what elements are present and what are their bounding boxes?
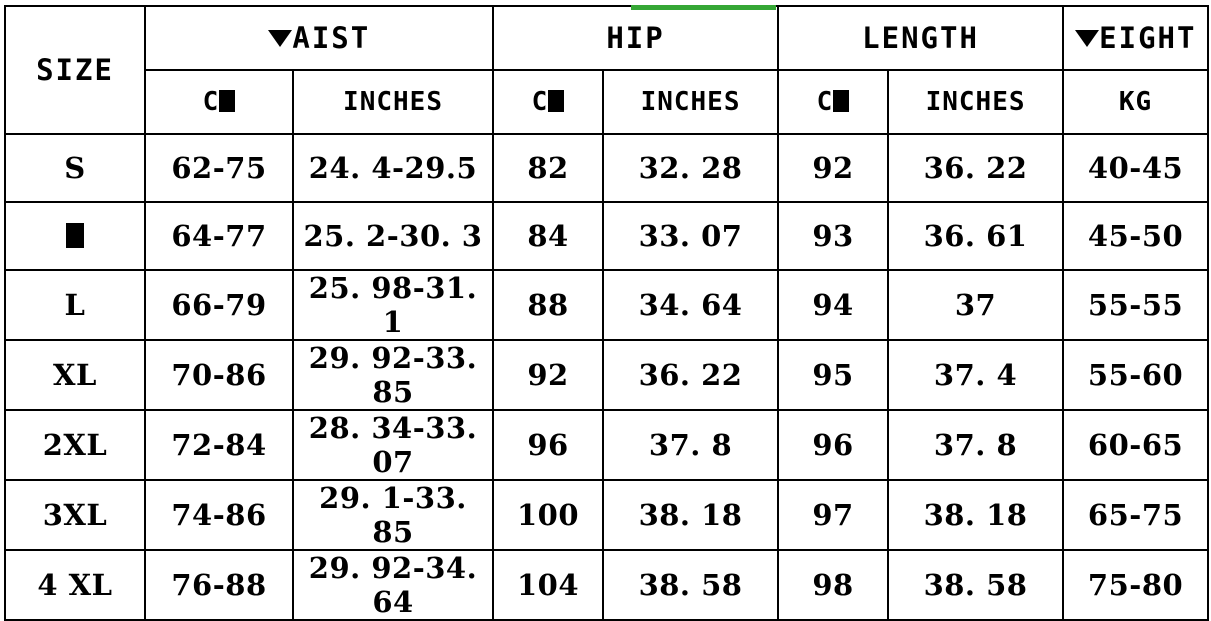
table-row [5,340,1208,410]
cell-waist-in: 25. 2-30. 3 [293,202,493,270]
triangle-glyph-icon [1075,30,1099,47]
header-hip: HIP [493,6,778,70]
header-size: SIZE [5,6,145,134]
table-row [5,550,1208,620]
cell-weight-kg: 75-80 [1063,550,1208,620]
table-row [5,410,1208,480]
block-glyph-icon [833,90,849,112]
cell-hip-cm: 100 [493,480,603,550]
cell-weight-kg: 65-75 [1063,480,1208,550]
cell-length-cm: 93 [778,202,888,270]
table-header-row-secondary [5,70,1208,134]
cell-waist-in: 28. 34-33. 07 [293,410,493,480]
cell-length-in: 36. 61 [888,202,1063,270]
header-waist [145,6,493,70]
cell-hip-cm: 92 [493,340,603,410]
cell-size: L [5,270,145,340]
cell-length-cm: 98 [778,550,888,620]
cell-hip-in: 38. 58 [603,550,778,620]
cell-waist-in: 29. 92-33. 85 [293,340,493,410]
cell-waist-cm: 70-86 [145,340,293,410]
cell-waist-cm: 72-84 [145,410,293,480]
block-glyph-icon [219,90,235,112]
header-waist-inches: INCHES [293,70,493,134]
cell-length-in: 36. 22 [888,134,1063,202]
table-row [5,134,1208,202]
table-header-row-primary [5,6,1208,70]
header-waist-cm-label: C [202,87,220,117]
cell-length-cm: 97 [778,480,888,550]
header-waist-label: AIST [292,21,371,55]
cell-hip-in: 32. 28 [603,134,778,202]
cell-size [5,202,145,270]
cell-hip-cm: 82 [493,134,603,202]
cell-hip-cm: 88 [493,270,603,340]
cell-waist-cm: 74-86 [145,480,293,550]
header-hip-cm [493,70,603,134]
cell-length-cm: 92 [778,134,888,202]
cell-weight-kg: 60-65 [1063,410,1208,480]
cell-waist-in: 24. 4-29.5 [293,134,493,202]
header-length: LENGTH [778,6,1063,70]
cell-waist-in: 29. 1-33. 85 [293,480,493,550]
table-row [5,270,1208,340]
cell-length-cm: 94 [778,270,888,340]
block-glyph-icon [548,90,564,112]
triangle-glyph-icon [268,30,292,47]
header-weight-label: EIGHT [1099,21,1197,55]
cell-hip-in: 37. 8 [603,410,778,480]
cell-size: 3XL [5,480,145,550]
cell-waist-in: 29. 92-34. 64 [293,550,493,620]
cell-length-cm: 96 [778,410,888,480]
cell-weight-kg: 40-45 [1063,134,1208,202]
cell-hip-cm: 84 [493,202,603,270]
header-hip-inches: INCHES [603,70,778,134]
header-weight-kg: KG [1063,70,1208,134]
cell-size: 4 XL [5,550,145,620]
cell-hip-in: 38. 18 [603,480,778,550]
cell-size: 2XL [5,410,145,480]
table-row [5,202,1208,270]
cell-waist-in: 25. 98-31. 1 [293,270,493,340]
cell-weight-kg: 55-60 [1063,340,1208,410]
header-length-cm [778,70,888,134]
cell-length-cm: 95 [778,340,888,410]
cell-hip-cm: 96 [493,410,603,480]
cell-hip-cm: 104 [493,550,603,620]
size-chart-table [4,5,1209,621]
size-chart-document [0,5,1211,619]
cell-waist-cm: 66-79 [145,270,293,340]
cell-length-in: 38. 58 [888,550,1063,620]
cell-hip-in: 34. 64 [603,270,778,340]
cell-waist-cm: 76-88 [145,550,293,620]
cell-length-in: 38. 18 [888,480,1063,550]
cell-size: XL [5,340,145,410]
header-hip-cm-label: C [531,87,549,117]
cell-weight-kg: 55-55 [1063,270,1208,340]
cell-weight-kg: 45-50 [1063,202,1208,270]
cell-length-in: 37. 8 [888,410,1063,480]
table-row [5,480,1208,550]
green-accent-bar [631,5,776,10]
cell-waist-cm: 62-75 [145,134,293,202]
header-waist-cm [145,70,293,134]
header-length-cm-label: C [816,87,834,117]
block-glyph-icon [66,223,84,248]
cell-hip-in: 33. 07 [603,202,778,270]
cell-hip-in: 36. 22 [603,340,778,410]
header-weight [1063,6,1208,70]
header-length-inches: INCHES [888,70,1063,134]
cell-length-in: 37. 4 [888,340,1063,410]
cell-size: S [5,134,145,202]
cell-waist-cm: 64-77 [145,202,293,270]
cell-length-in: 37 [888,270,1063,340]
